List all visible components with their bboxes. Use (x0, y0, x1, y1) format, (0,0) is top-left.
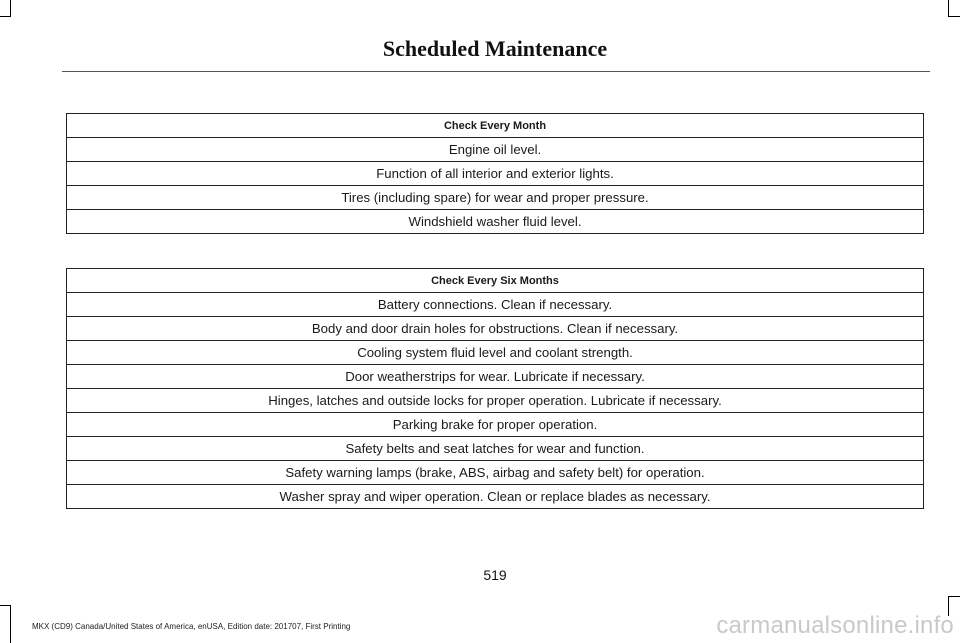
edition-footer: MKX (CD9) Canada/United States of America, enUSA, Edition date: 201707, First Printing (32, 622, 351, 631)
table-row (67, 317, 924, 341)
table-heading: Check Every Six Months (67, 269, 924, 293)
check-every-month-table (66, 113, 924, 234)
table-heading: Check Every Month (67, 114, 924, 138)
table-cell: Safety belts and seat latches for wear and function. (67, 437, 924, 461)
crop-mark-top-right-vertical (948, 0, 949, 17)
table-cell: Windshield washer fluid level. (67, 210, 924, 234)
check-every-six-months-table (66, 268, 924, 509)
table-row (67, 461, 924, 485)
table-header-row (67, 114, 924, 138)
table-row (67, 389, 924, 413)
table-cell: Door weatherstrips for wear. Lubricate if necessary. (67, 365, 924, 389)
table-row (67, 210, 924, 234)
title-divider (62, 71, 930, 72)
crop-mark-top-right-horizontal (948, 16, 960, 17)
table-header-row (67, 269, 924, 293)
table-cell: Hinges, latches and outside locks for proper operation. Lubricate if necessary. (67, 389, 924, 413)
table-row (67, 341, 924, 365)
crop-mark-top-left-vertical (10, 0, 11, 17)
table-row (67, 413, 924, 437)
table-cell: Function of all interior and exterior lights. (67, 162, 924, 186)
page-title: Scheduled Maintenance (382, 36, 608, 61)
table-row (67, 162, 924, 186)
table-cell: Battery connections. Clean if necessary. (67, 293, 924, 317)
crop-mark-bottom-right-horizontal (948, 596, 960, 597)
crop-mark-bottom-left-horizontal (0, 605, 11, 606)
table-row (67, 138, 924, 162)
crop-mark-top-left-horizontal (0, 16, 11, 17)
page-number: 519 (483, 567, 507, 583)
table-cell: Tires (including spare) for wear and proper pressure. (67, 186, 924, 210)
table-cell: Body and door drain holes for obstructions. Clean if necessary. (67, 317, 924, 341)
crop-mark-bottom-left-vertical (10, 605, 11, 643)
watermark: carmanualsonline.info (716, 612, 954, 639)
table-row (67, 365, 924, 389)
table-row (67, 437, 924, 461)
table-row (67, 186, 924, 210)
table-cell: Cooling system fluid level and coolant strength. (67, 341, 924, 365)
table-cell: Safety warning lamps (brake, ABS, airbag and safety belt) for operation. (67, 461, 924, 485)
table-row (67, 485, 924, 509)
table-cell: Parking brake for proper operation. (67, 413, 924, 437)
table-cell: Engine oil level. (67, 138, 924, 162)
table-cell: Washer spray and wiper operation. Clean or replace blades as necessary. (67, 485, 924, 509)
table-row (67, 293, 924, 317)
